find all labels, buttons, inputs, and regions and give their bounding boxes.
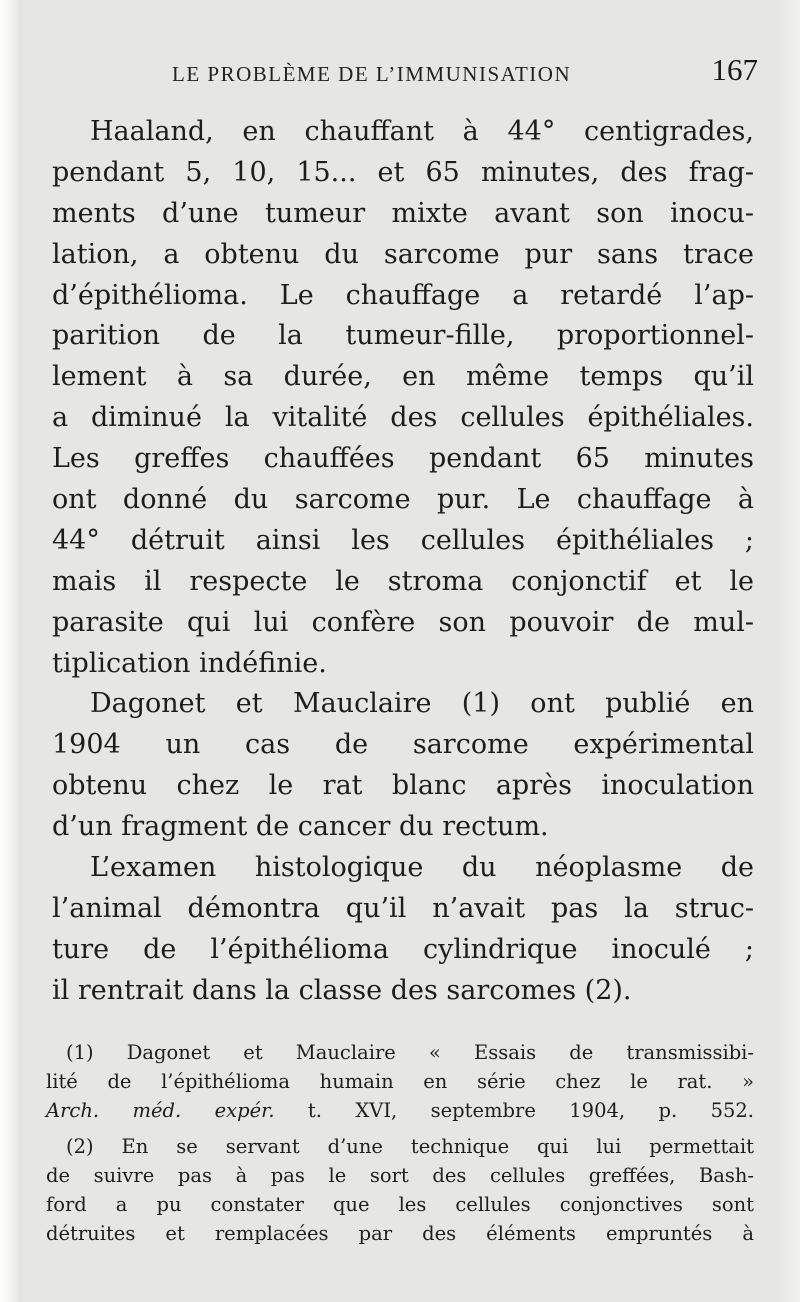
text-line: ture de l’épithélioma cylindrique inoculé ; (52, 933, 754, 965)
citation-details: t. XVI, septembre 1904, p. 552. (274, 1099, 754, 1123)
text-line: Les greffes chauffées pendant 65 minutes (52, 443, 754, 475)
page-number: 167 (711, 52, 758, 87)
running-head: LE PROBLÈME DE L’IMMUNISATION (172, 62, 572, 86)
text-line: obtenu chez le rat blanc après inoculation (52, 770, 754, 802)
text-line: tiplication indéfinie. (52, 647, 327, 679)
page-right-margin (778, 0, 800, 1302)
text-line: Haaland, en chauffant à 44° centigrades, (90, 116, 754, 147)
text-line: parition de la tumeur-fille, proportionnel- (52, 320, 754, 352)
text-line: d’un fragment de cancer du rectum. (52, 811, 549, 843)
page-left-margin (0, 0, 22, 1302)
footnote-line: (2) En se servant d’une technique qui lui permettait (66, 1134, 754, 1158)
text-line: mais il respecte le stroma conjonctif et le (52, 565, 754, 597)
text-line: Dagonet et Mauclaire (1) ont publié en (90, 688, 754, 720)
footnote-2 (46, 1132, 754, 1249)
footnote-line: détruites et remplacées par des éléments empruntés à (46, 1222, 754, 1246)
footnote-line: lité de l’épithélioma humain en série chez le rat. » (46, 1070, 754, 1094)
text-line: 1904 un cas de sarcome expérimental (52, 729, 754, 761)
journal-title: Arch. méd. expér. (46, 1099, 275, 1123)
text-line: L’examen histologique du néoplasme de (90, 852, 754, 884)
footnote-1 (46, 1038, 754, 1126)
text-line: d’épithélioma. Le chauffage a retardé l’ap- (52, 279, 754, 311)
text-line: lation, a obtenu du sarcome pur sans trace (52, 238, 754, 270)
footnotes (46, 1038, 754, 1248)
text-line: lement à sa durée, en même temps qu’il (52, 361, 754, 393)
paragraph-haaland (52, 112, 754, 684)
paragraph-examen (52, 848, 754, 1012)
page-header (50, 52, 762, 96)
text-line: parasite qui lui confère son pouvoir de mul- (52, 606, 754, 638)
text-line: il rentrait dans la classe des sarcomes (2). (52, 974, 632, 1006)
text-line: ments d’une tumeur mixte avant son inocu- (52, 197, 754, 229)
body-text (52, 112, 754, 1012)
paragraph-dagonet (52, 684, 754, 848)
text-line: 44° détruit ainsi les cellules épithéliales ; (52, 524, 754, 556)
footnote-line (46, 1096, 754, 1125)
text-line: pendant 5, 10, 15... et 65 minutes, des frag- (52, 156, 754, 188)
footnote-line: ford a pu constater que les cellules conjonctives sont (46, 1192, 754, 1216)
text-line: l’animal démontra qu’il n’avait pas la struc- (52, 892, 754, 924)
text-line: ont donné du sarcome pur. Le chauffage à (52, 484, 754, 516)
footnote-line: de suivre pas à pas le sort des cellules greffées, Bash- (46, 1163, 754, 1187)
footnote-line: (1) Dagonet et Mauclaire « Essais de transmissibi- (66, 1041, 754, 1064)
text-line: a diminué la vitalité des cellules épithéliales. (52, 402, 754, 434)
